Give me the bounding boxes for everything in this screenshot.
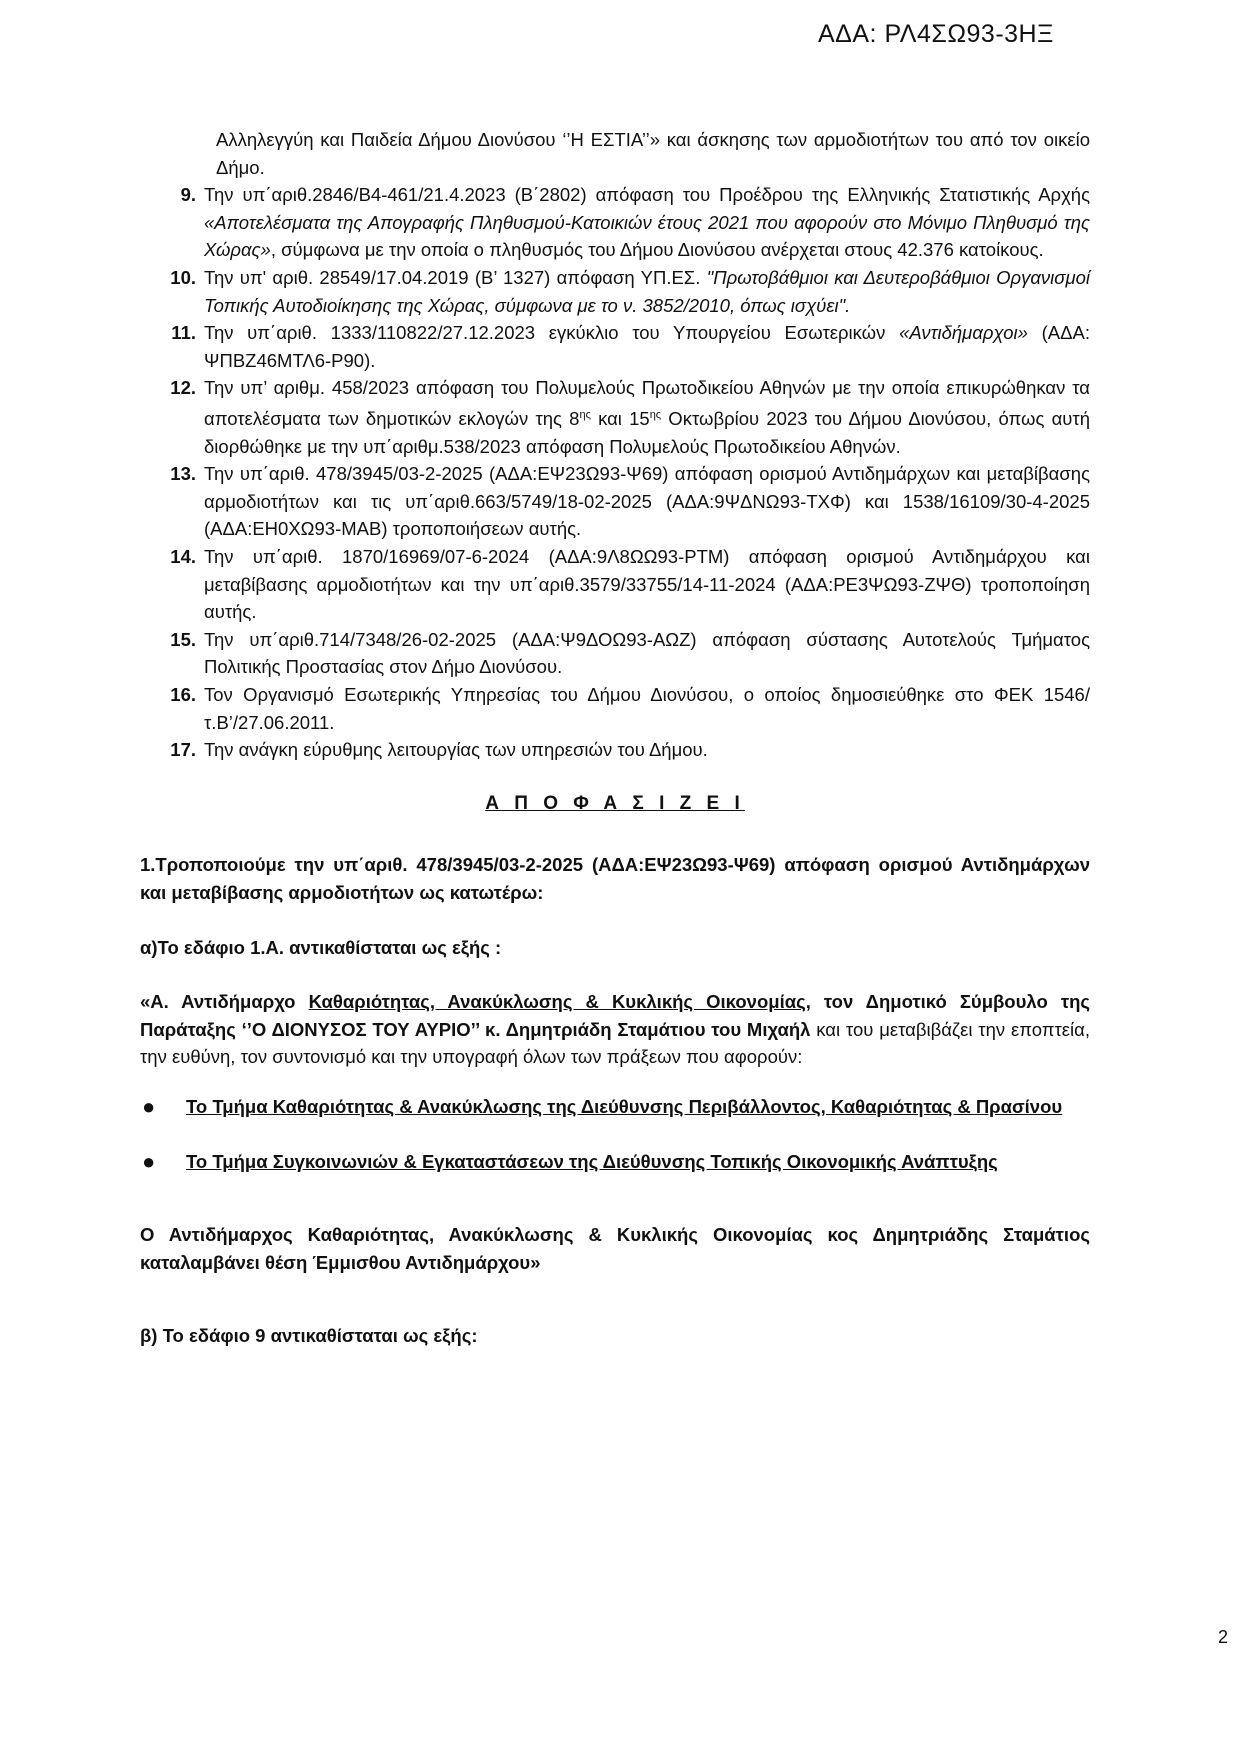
- item-number: 12.: [170, 377, 196, 399]
- item-number: 15.: [170, 628, 196, 650]
- item-text: Τον Οργανισμό Εσωτερικής Υπηρεσίας του Δήμου Διονύσου, ο οποίος δημοσιεύθηκε στο ΦΕΚ 1546/τ.Β’/27.06.2011.: [204, 684, 1090, 733]
- list-item: [140, 1093, 1090, 1121]
- item-text: Την υπ' αριθ. 28549/17.04.2019 (Β’ 1327) απόφαση ΥΠ.ΕΣ. "Πρωτοβάθμιοι και Δευτεροβάθμιοι Οργανισμοί Τοπικής Αυτοδιοίκησης της Χώρας, σύμφωνα με το ν. 3852/2010, όπως ισχύει".: [204, 266, 1090, 316]
- item-number: 9.: [180, 184, 196, 206]
- list-item: [140, 626, 1090, 681]
- item-number: 11.: [171, 322, 196, 344]
- list-item: [140, 681, 1090, 736]
- clause-a-text: «Α. Αντιδήμαρχο Καθαριότητας, Ανακύκλωσης & Κυκλικής Οικονομίας, τον Δημοτικό Σύμβουλο της Παράταξης ‘’Ο ΔΙΟΝΥΣΟΣ ΤΟΥ ΑΥΡΙΟ’’ κ. Δημητριάδη Σταμάτιου του Μιχαήλ και του μεταβιβάζει την εποπτεία, την ευθύνη, τον συντονισμό και την υπογραφή όλων των πράξεων που αφορούν:: [140, 991, 1090, 1068]
- item-text: Την ανάγκη εύρυθμης λειτουργίας των υπηρεσιών του Δήμου.: [204, 739, 708, 761]
- responsibilities-list: [140, 1093, 1090, 1175]
- item-number: 17.: [170, 739, 196, 761]
- item-text: Την υπ΄αριθ.2846/Β4-461/21.4.2023 (Β΄2802) απόφαση του Προέδρου της Ελληνικής Στατιστικής Αρχής «Αποτελέσματα της Απογραφής Πληθυσμού-Κατοικιών έτους 2021 που αφορούν στο Μόνιμο Πληθυσμό της Χώρας», σύμφωνα με την οποία ο πληθυσμός του Δήμου Διονύσου ανέρχεται στους 42.376 κατοίκους.: [204, 184, 1090, 261]
- bullet-text: Το Τμήμα Καθαριότητας & Ανακύκλωσης της Διεύθυνσης Περιβάλλοντος, Καθαριότητας & Πρασίνου: [186, 1095, 1063, 1117]
- list-item: [140, 736, 1090, 764]
- item-text: Την υπ΄αριθ.714/7348/26-02-2025 (ΑΔΑ:Ψ9ΔΟΩ93-ΑΩΖ) απόφαση σύστασης Αυτοτελούς Τμήματος Πολιτικής Προστασίας στον Δήμο Διονύσου.: [204, 628, 1090, 678]
- item-number: 10.: [170, 266, 196, 288]
- list-item: [140, 264, 1090, 319]
- page-number: 2: [1218, 1627, 1229, 1647]
- item-text: Την υπ΄αριθ. 478/3945/03-2-2025 (ΑΔΑ:ΕΨ23Ω93-Ψ69) απόφαση ορισμού Αντιδημάρχων και μεταβίβασης αρμοδιοτήτων και τις υπ΄αριθ.663/5749/18-02-2025 (ΑΔΑ:9ΨΔΝΩ93-ΤΧΦ) και 1538/16109/30-4-2025 (ΑΔΑ:ΕΗ0ΧΩ93-ΜΑΒ) τροποποιήσεων αυτής.: [204, 463, 1090, 540]
- document-body: [140, 126, 1090, 1350]
- list-item: [140, 319, 1090, 374]
- bullet-icon: ●: [142, 1093, 156, 1119]
- item-text: Την υπ΄αριθ. 1333/110822/27.12.2023 εγκύκλιο του Υπουργείου Εσωτερικών «Αντιδήμαρχοι» (ΑΔΑ: ΨΠΒΖ46ΜΤΛ6-Ρ90).: [204, 322, 1090, 371]
- ada-code: ΑΔΑ: ΡΛ4ΣΩ93-3ΗΞ: [818, 20, 1054, 48]
- clause-a-title: α)Το εδάφιο 1.Α. αντικαθίσταται ως εξής :: [140, 936, 502, 958]
- clause-b-title: β) Το εδάφιο 9 αντικαθίσταται ως εξής:: [140, 1325, 478, 1347]
- item-number: 14.: [170, 546, 196, 568]
- list-item: [140, 181, 1090, 264]
- deputy-mayor-position: Ο Αντιδήμαρχος Καθαριότητας, Ανακύκλωσης & Κυκλικής Οικονομίας κος Δημητριάδης Σταμάτιος καταλαμβάνει θέση Έμμισθου Αντιδημάρχου»: [140, 1224, 1090, 1273]
- item-text: Την υπ΄αριθ. 1870/16969/07-6-2024 (ΑΔΑ:9Λ8ΩΩ93-ΡΤΜ) απόφαση ορισμού Αντιδημάρχου και μεταβίβασης αρμοδιοτήτων και την υπ΄αριθ.3579/33755/14-11-2024 (ΑΔΑ:ΡΕ3ΨΩ93-ΖΨΘ) τροποποίηση αυτής.: [204, 546, 1090, 623]
- list-item: [140, 374, 1090, 460]
- bullet-text: Το Τμήμα Συγκοινωνιών & Εγκαταστάσεων της Διεύθυνσης Τοπικής Οικονομικής Ανάπτυξης: [186, 1150, 998, 1172]
- item-number: 13.: [170, 463, 196, 485]
- item-number: 16.: [170, 684, 196, 706]
- bullet-icon: ●: [142, 1148, 156, 1174]
- decision-paragraph-1: 1.Τροποποιούμε την υπ΄αριθ. 478/3945/03-2-2025 (ΑΔΑ:ΕΨ23Ω93-Ψ69) απόφαση ορισμού Αντιδημάρχων και μεταβίβασης αρμοδιοτήτων ως κατωτέρω:: [140, 854, 1090, 903]
- list-item: [140, 1148, 1090, 1176]
- continuation-text: Αλληλεγγύη και Παιδεία Δήμου Διονύσου ‘’Η ΕΣΤΙΑ’’» και άσκησης των αρμοδιοτήτων του από τον οικείο Δήμο.: [216, 129, 1090, 178]
- decision-heading: Α Π Ο Φ Α Σ Ι Ζ Ε Ι: [485, 792, 745, 814]
- list-item: [140, 543, 1090, 626]
- item-text: Την υπ’ αριθμ. 458/2023 απόφαση του Πολυμελούς Πρωτοδικείου Αθηνών με την οποία επικυρώθηκαν τα αποτελέσματα των δημοτικών εκλογών της $8^{\eta\varsigma}$ και $15^{\eta\varsigma}$ Οκτωβρίου 2023 του Δήμου Διονύσου, όπως αυτή διορθώθηκε με την υπ΄αριθμ.538/2023 απόφαση Πολυμελούς Πρωτοδικείου Αθηνών.: [204, 377, 1090, 457]
- list-item: [140, 460, 1090, 543]
- considerations-list: [140, 181, 1090, 764]
